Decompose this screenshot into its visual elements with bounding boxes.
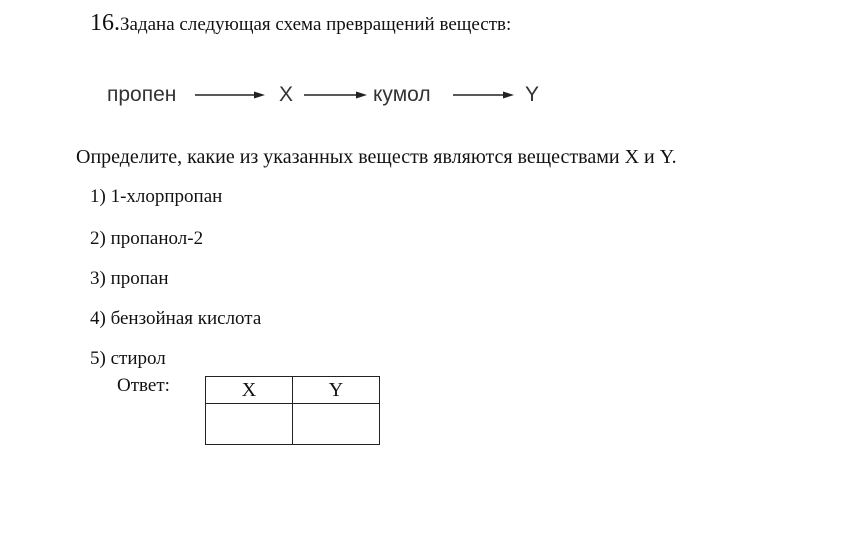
arrow-icon — [195, 92, 265, 99]
option-item: 5) стирол — [90, 348, 166, 369]
answer-label: Ответ: — [117, 375, 170, 396]
answer-table — [205, 376, 380, 445]
option-item: 3) пропан — [90, 268, 169, 289]
answer-cell-y[interactable] — [293, 404, 380, 445]
answer-header-x: X — [206, 377, 293, 404]
scheme-step2: кумол — [373, 83, 431, 106]
transformation-scheme — [107, 78, 567, 110]
arrow-icon — [453, 92, 514, 99]
scheme-step1: X — [279, 83, 294, 106]
task-title: Задана следующая схема превращений веществ: — [120, 14, 512, 35]
scheme-start: пропен — [107, 83, 177, 106]
option-item: 1) 1-хлорпропан — [90, 186, 223, 207]
task-number: 16. — [90, 10, 120, 36]
arrow-icon — [304, 92, 367, 99]
question-text: Определите, какие из указанных веществ являются веществами X и Y. — [76, 146, 677, 168]
scheme-step3: Y — [525, 83, 540, 106]
answer-header-row — [206, 377, 380, 404]
answer-cell-x[interactable] — [206, 404, 293, 445]
task-heading — [90, 10, 511, 37]
option-item: 2) пропанол-2 — [90, 228, 204, 249]
option-item: 4) бензойная кислота — [90, 308, 262, 329]
answer-header-y: Y — [293, 377, 380, 404]
answer-input-row — [206, 404, 380, 445]
